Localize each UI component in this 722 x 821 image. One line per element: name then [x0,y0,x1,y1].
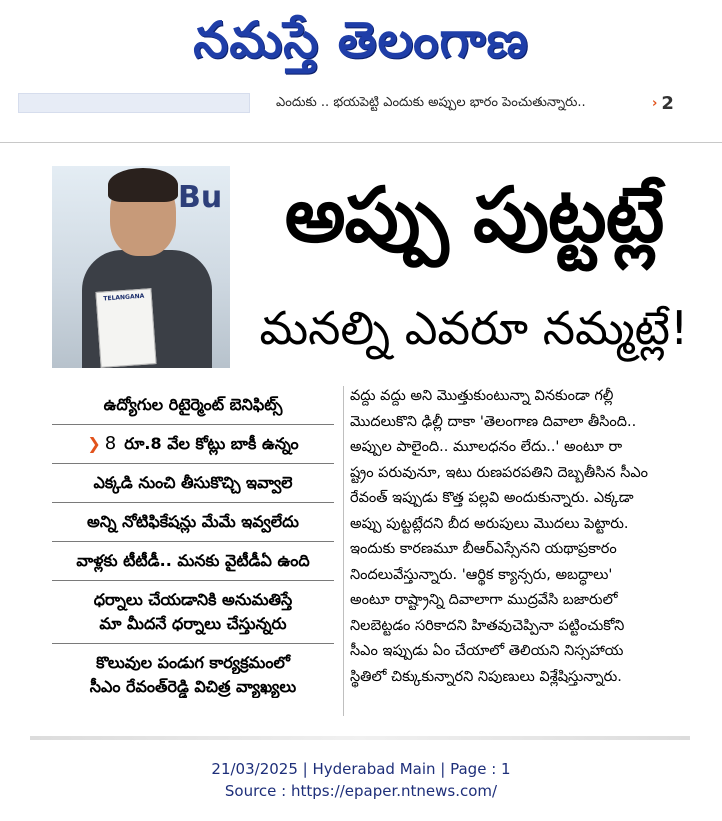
news-photo [52,166,230,368]
highlight-text: మా మీదనే ధర్నాలు చేస్తున్నరు [99,614,287,633]
article-line: ఇందుకు కారణమూ బీఆర్ఎస్సేనని యథాప్రకారం [350,541,617,557]
article-line: స్థితిలో చిక్కుకున్నారని నిపుణులు విశ్లేషిస్తున్నారు. [350,668,622,685]
photo-backdrop-text: Bu [178,180,223,215]
highlight-text: ఉద్యోగుల రిటైర్మెంట్ బెనిఫిట్స్ [103,395,283,414]
article-line: అంటూ రాష్ట్రాన్ని దివాలాగా ముద్రవేసి బజారులో [350,592,618,608]
highlight-text: సీఎం రేవంత్‌రెడ్డి విచిత్ర వ్యాఖ్యలు [89,677,297,696]
masthead-title: నమస్తే తెలంగాణ [193,10,529,69]
highlight-item [52,542,334,581]
article-line: నిందలువేస్తున్నారు. 'ఆర్థిక క్యాన్సరు, అబద్ధాలు' [350,566,613,583]
strip-bar [18,93,250,113]
article-line: మొదలుకొని ఢిల్లీ దాకా 'తెలంగాణ దివాలా తీసింది.. [350,413,637,430]
highlight-number: 8 [104,433,117,454]
article-line: అప్పు పుట్టట్లేదని బీద అరుపులు మొదలు పెట్టారు. [350,515,629,532]
chevron-right-icon: ❯ [87,434,101,453]
column-divider [343,386,344,716]
highlight-item [52,581,334,611]
teaser-text: ఎందుకు .. భయపెట్టి ఎందుకు అప్పుల భారం పెంచుతున్నారు.. [276,95,586,110]
bottom-divider [30,736,690,740]
highlight-item [52,425,334,464]
teaser-page-number: 2 [661,92,674,114]
footer [0,758,722,802]
masthead [0,0,722,92]
book-title: TELANGANA [103,292,145,303]
highlight-text: ఎక్కడి నుంచి తీసుకొచ్చి ఇవ్వాలె [93,473,293,492]
article-line: వద్దు వద్దు అని మొత్తుకుంటున్నా వినకుండా గల్లీ [350,388,614,404]
chevron-right-icon: › [652,95,658,111]
article-line: అప్పుల పాలైంది.. మూలధనం లేదు..' అంటూ రా [350,439,623,455]
footer-source-link[interactable]: Source : https://epaper.ntnews.com/ [224,782,498,800]
highlight-text: ధర్నాలు చేయడానికి అనుమతిస్తే [93,590,293,609]
highlight-text: కొలువుల పండుగ కార్యక్రమంలో [96,653,290,672]
photo-person-hair [108,168,178,202]
top-strip [18,92,690,114]
highlight-text: రూ.8 వేల కోట్లు బాకీ ఉన్నం [124,434,299,453]
highlight-item [52,674,334,698]
highlight-text: అన్ని నోటిఫికేషన్లు మేమే ఇవ్వలేదు [87,512,299,531]
highlights-list [52,386,334,698]
photo-book [95,288,156,368]
article-line: నిలబెట్టడం సరికాదని హితవుచెప్పినా పట్టించుకోని [350,617,625,634]
divider [0,142,722,143]
article-line: సీఎం ఇప్పుడు ఏం చేయాలో తెలియని నిస్సహాయ [350,643,624,659]
subheadline: మనల్ని ఎవరూ నమ్మట్లే! [259,301,689,355]
article-line: ష్ట్రం పరువునూ, ఇటు రుణపరపతిని దెబ్బతీసిన సీఎం [350,464,649,481]
highlight-item [52,386,334,425]
article-body [350,384,698,690]
highlight-item [52,503,334,542]
article-line: రేవంత్ ఇప్పుడు కొత్త పల్లవి అందుకున్నారు. ఎక్కడా [350,490,634,506]
highlight-item [52,644,334,674]
highlight-item [52,464,334,503]
highlight-text: వాళ్లకు టీటీడీ.. మనకు వైటీడీఏ ఉంది [76,551,310,570]
highlight-item [52,611,334,644]
headline: అప్పు పుట్టట్లే [284,170,664,259]
footer-edition: 21/03/2025 | Hyderabad Main | Page : 1 [211,760,511,778]
